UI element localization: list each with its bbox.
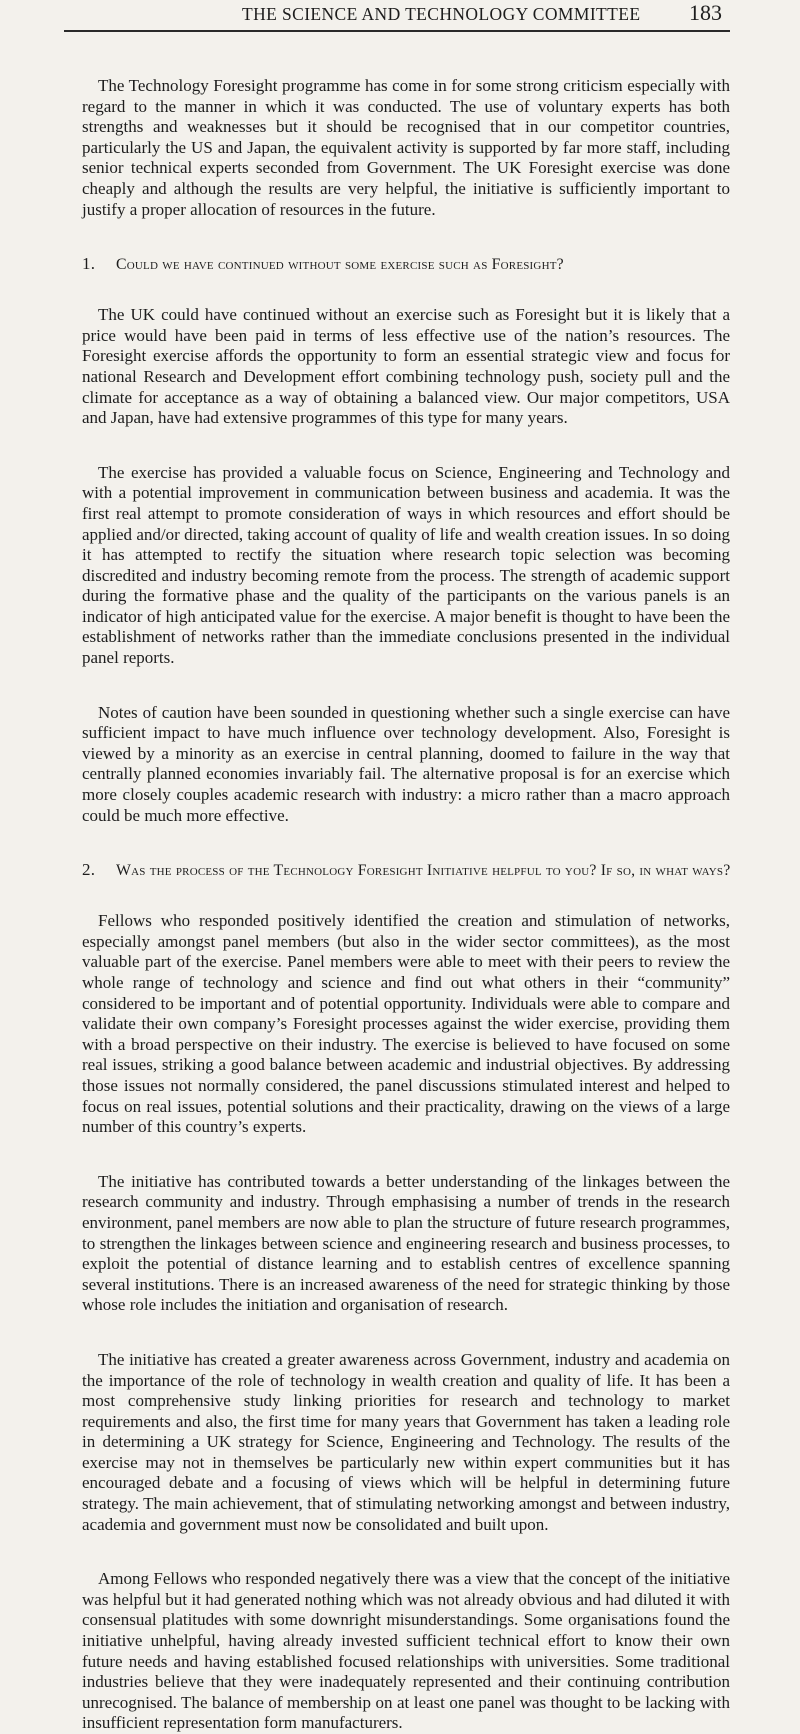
paragraph: The initiative has contributed towards a better understanding of the linkages between the research community and industry. Through emphasising a number of trends in the research environment, panel members are now able to plan the structure of future research programmes, to strengthen the linkages between science and engineering research and business processes, to exploit the potential of distance learning and to establish centres of excellence spanning several institutions. There is an increased awareness of the need for strategic thinking by those whose role includes the initiation and organisation of research. [82, 1171, 730, 1315]
running-title: THE SCIENCE AND TECHNOLOGY COMMITTEE [242, 4, 641, 24]
paragraph: Among Fellows who responded negatively there was a view that the concept of the initiative was helpful but it had generated nothing which was not already obvious and had diluted it with consensual platitudes with some downright misunderstandings. Some organisations found the initiative unhelpful, having already invested sufficient technical effort to know their own future needs and having established focused relationships with universities. Some traditional industries believe that they were inadequately represented and their continuing contribution unrecognised. The balance of membership on at least one panel was thought to be lacking with insufficient representation form manufacturers. [82, 1569, 730, 1733]
question-text: Could we have continued without some exercise such as Foresight? [116, 256, 564, 274]
question-heading-2 [82, 860, 730, 881]
paragraph: The exercise has provided a valuable focus on Science, Engineering and Technology and with a potential improvement in communication between business and academia. It was the first real attempt to promote consideration of ways in which resources and effort should be applied and/or directed, taking account of quality of life and wealth creation issues. In so doing it has attempted to rectify the situation where research topic selection was becoming discredited and industry becoming remote from the process. The strength of academic support during the formative phase and the quality of the participants on the various panels is an indicator of high anticipated value for the exercise. A major benefit is thought to have been the establishment of networks rather than the immediate conclusions presented in the individual panel reports. [82, 462, 730, 668]
page-number: 183 [689, 0, 722, 25]
question-text: Was the process of the Technology Foresight Initiative helpful to you? If so, in what ways? [116, 862, 731, 880]
intro-paragraph: The Technology Foresight programme has come in for some strong criticism especially with regard to the manner in which it was conducted. The use of voluntary experts has both strengths and weaknesses but it should be recognised that in our competitor countries, particularly the US and Japan, the equivalent activity is supported by far more staff, including senior technical experts seconded from Government. The UK Foresight exercise was done cheaply and although the results are very helpful, the initiative is sufficiently important to justify a proper allocation of resources in the future. [82, 76, 730, 219]
question-number: 2. [82, 860, 96, 880]
running-header [64, 0, 730, 32]
paragraph: Fellows who responded positively identified the creation and stimulation of networks, especially amongst panel members (but also in the wider sector committees), as the most valuable part of the exercise. Panel members were able to meet with their peers to review the whole range of technology and science and find out what others in their “community” considered to be important and of potential opportunity. Individuals were able to compare and validate their own company’s Foresight processes against the wider exercise, providing them with a broad perspective on their industry. The exercise is believed to have focused on some real issues, striking a good balance between academic and industrial objectives. By addressing those issues not normally considered, the panel discussions stimulated interest and helped to focus on real issues, potential solutions and their practicality, drawing on the views of a large number of this country’s experts. [82, 911, 730, 1137]
paragraph: The UK could have continued without an exercise such as Foresight but it is likely that a price would have been paid in terms of less effective use of the nation’s resources. The Foresight exercise affords the opportunity to form an essential strategic view and focus for national Research and Development effort combining technology push, society pull and the climate for acceptance as a way of obtaining a balanced view. Our major competitors, USA and Japan, have had extensive programmes of this type for many years. [82, 305, 730, 428]
question-number: 1. [82, 254, 96, 274]
paragraph: Notes of caution have been sounded in questioning whether such a single exercise can have sufficient impact to have much influence over technology development. Also, Foresight is viewed by a minority as an exercise in central planning, doomed to failure in the way that centrally planned economies invariably fail. The alternative proposal is for an exercise which more closely couples academic research with industry: a micro rather than a macro approach could be much more effective. [82, 702, 730, 825]
body-text [82, 32, 730, 1734]
paragraph: The initiative has created a greater awareness across Government, industry and academia on the importance of the role of technology in wealth creation and quality of life. It has been a most comprehensive study linking priorities for research and technology to market requirements and also, the first time for many years that Government has taken a leading role in determining a UK strategy for Science, Engineering and Technology. The results of the exercise may not in themselves be particularly new within expert communities but it has encouraged debate and a focusing of views which will be helpful in determining future strategy. The main achievement, that of stimulating networking amongst and between industry, academia and government must now be consolidated and built upon. [82, 1349, 730, 1534]
question-heading-1 [82, 254, 730, 275]
